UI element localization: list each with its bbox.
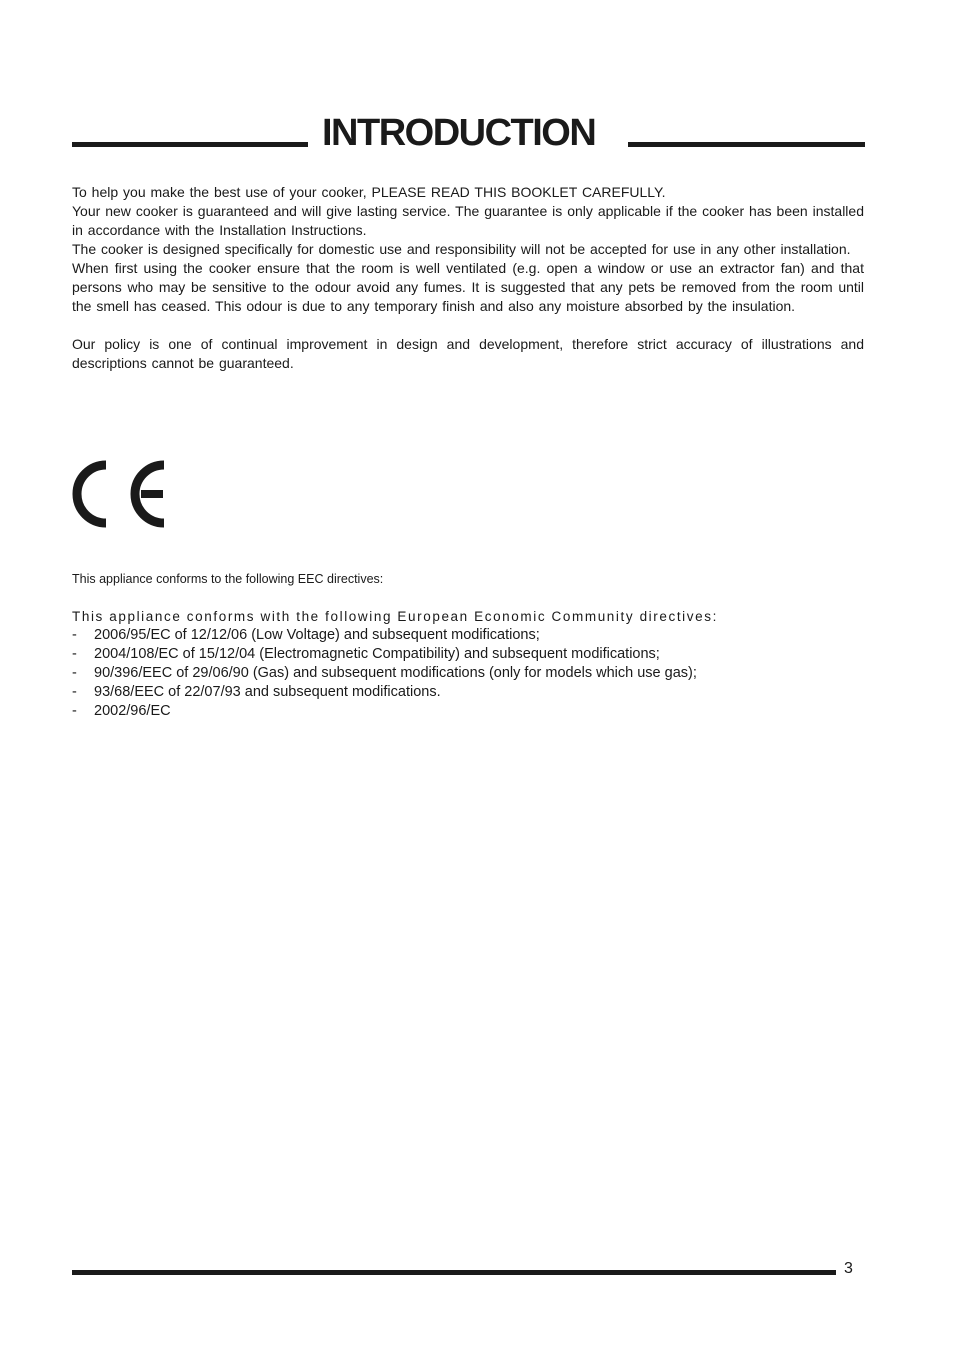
paragraph-spacer [72,316,864,335]
list-item [72,664,864,683]
page-header [72,110,865,160]
footer-rule [72,1270,836,1275]
directive-text: 2002/96/EC [94,703,171,719]
intro-section [72,183,864,373]
directives-lead: This appliance conforms with the following European Economic Community directives: [72,609,718,624]
list-item [72,645,864,664]
conformity-short-statement: This appliance conforms to the following EEC directives: [72,572,384,586]
intro-paragraph: When first using the cooker ensure that the room is well ventilated (e.g. open a window or use an extractor fan) and that persons who may be sensitive to the odour avoid any fumes. It is suggested that any pets be removed from the room until the smell has ceased. This odour is due to any temporary finish and also any moisture absorbed by the insulation. [72,260,864,314]
dash-bullet: - [72,646,77,662]
header-rule-left [72,142,308,147]
page-title: INTRODUCTION [322,112,596,154]
dash-bullet: - [72,665,77,681]
list-item [72,683,864,702]
intro-paragraph: The cooker is designed specifically for domestic use and responsibility will not be accepted for use in any other installation. [72,241,851,257]
policy-paragraph: Our policy is one of continual improvement in design and development, therefore strict accuracy of illustrations and descriptions cannot be guaranteed. [72,336,864,371]
intro-paragraph: Your new cooker is guaranteed and will give lasting service. The guarantee is only applicable if the cooker has been installed in accordance with the Installation Instructions. [72,203,864,238]
list-item [72,702,864,721]
page-number: 3 [844,1260,853,1277]
directive-text: 2004/108/EC of 15/12/04 (Electromagnetic Compatibility) and subsequent modifications; [94,646,660,662]
directive-text: 2006/95/EC of 12/12/06 (Low Voltage) and subsequent modifications; [94,627,540,643]
dash-bullet: - [72,684,77,700]
directives-section [72,607,864,721]
list-item [72,626,864,645]
header-rule-right [628,142,865,147]
dash-bullet: - [72,627,77,643]
dash-bullet: - [72,703,77,719]
directive-text: 90/396/EEC of 29/06/90 (Gas) and subsequent modifications (only for models which use gas); [94,665,697,681]
intro-paragraph: To help you make the best use of your cooker, PLEASE READ THIS BOOKLET CAREFULLY. [72,184,666,200]
ce-mark-icon [72,460,166,528]
directives-list [72,626,864,721]
directive-text: 93/68/EEC of 22/07/93 and subsequent modifications. [94,684,441,700]
